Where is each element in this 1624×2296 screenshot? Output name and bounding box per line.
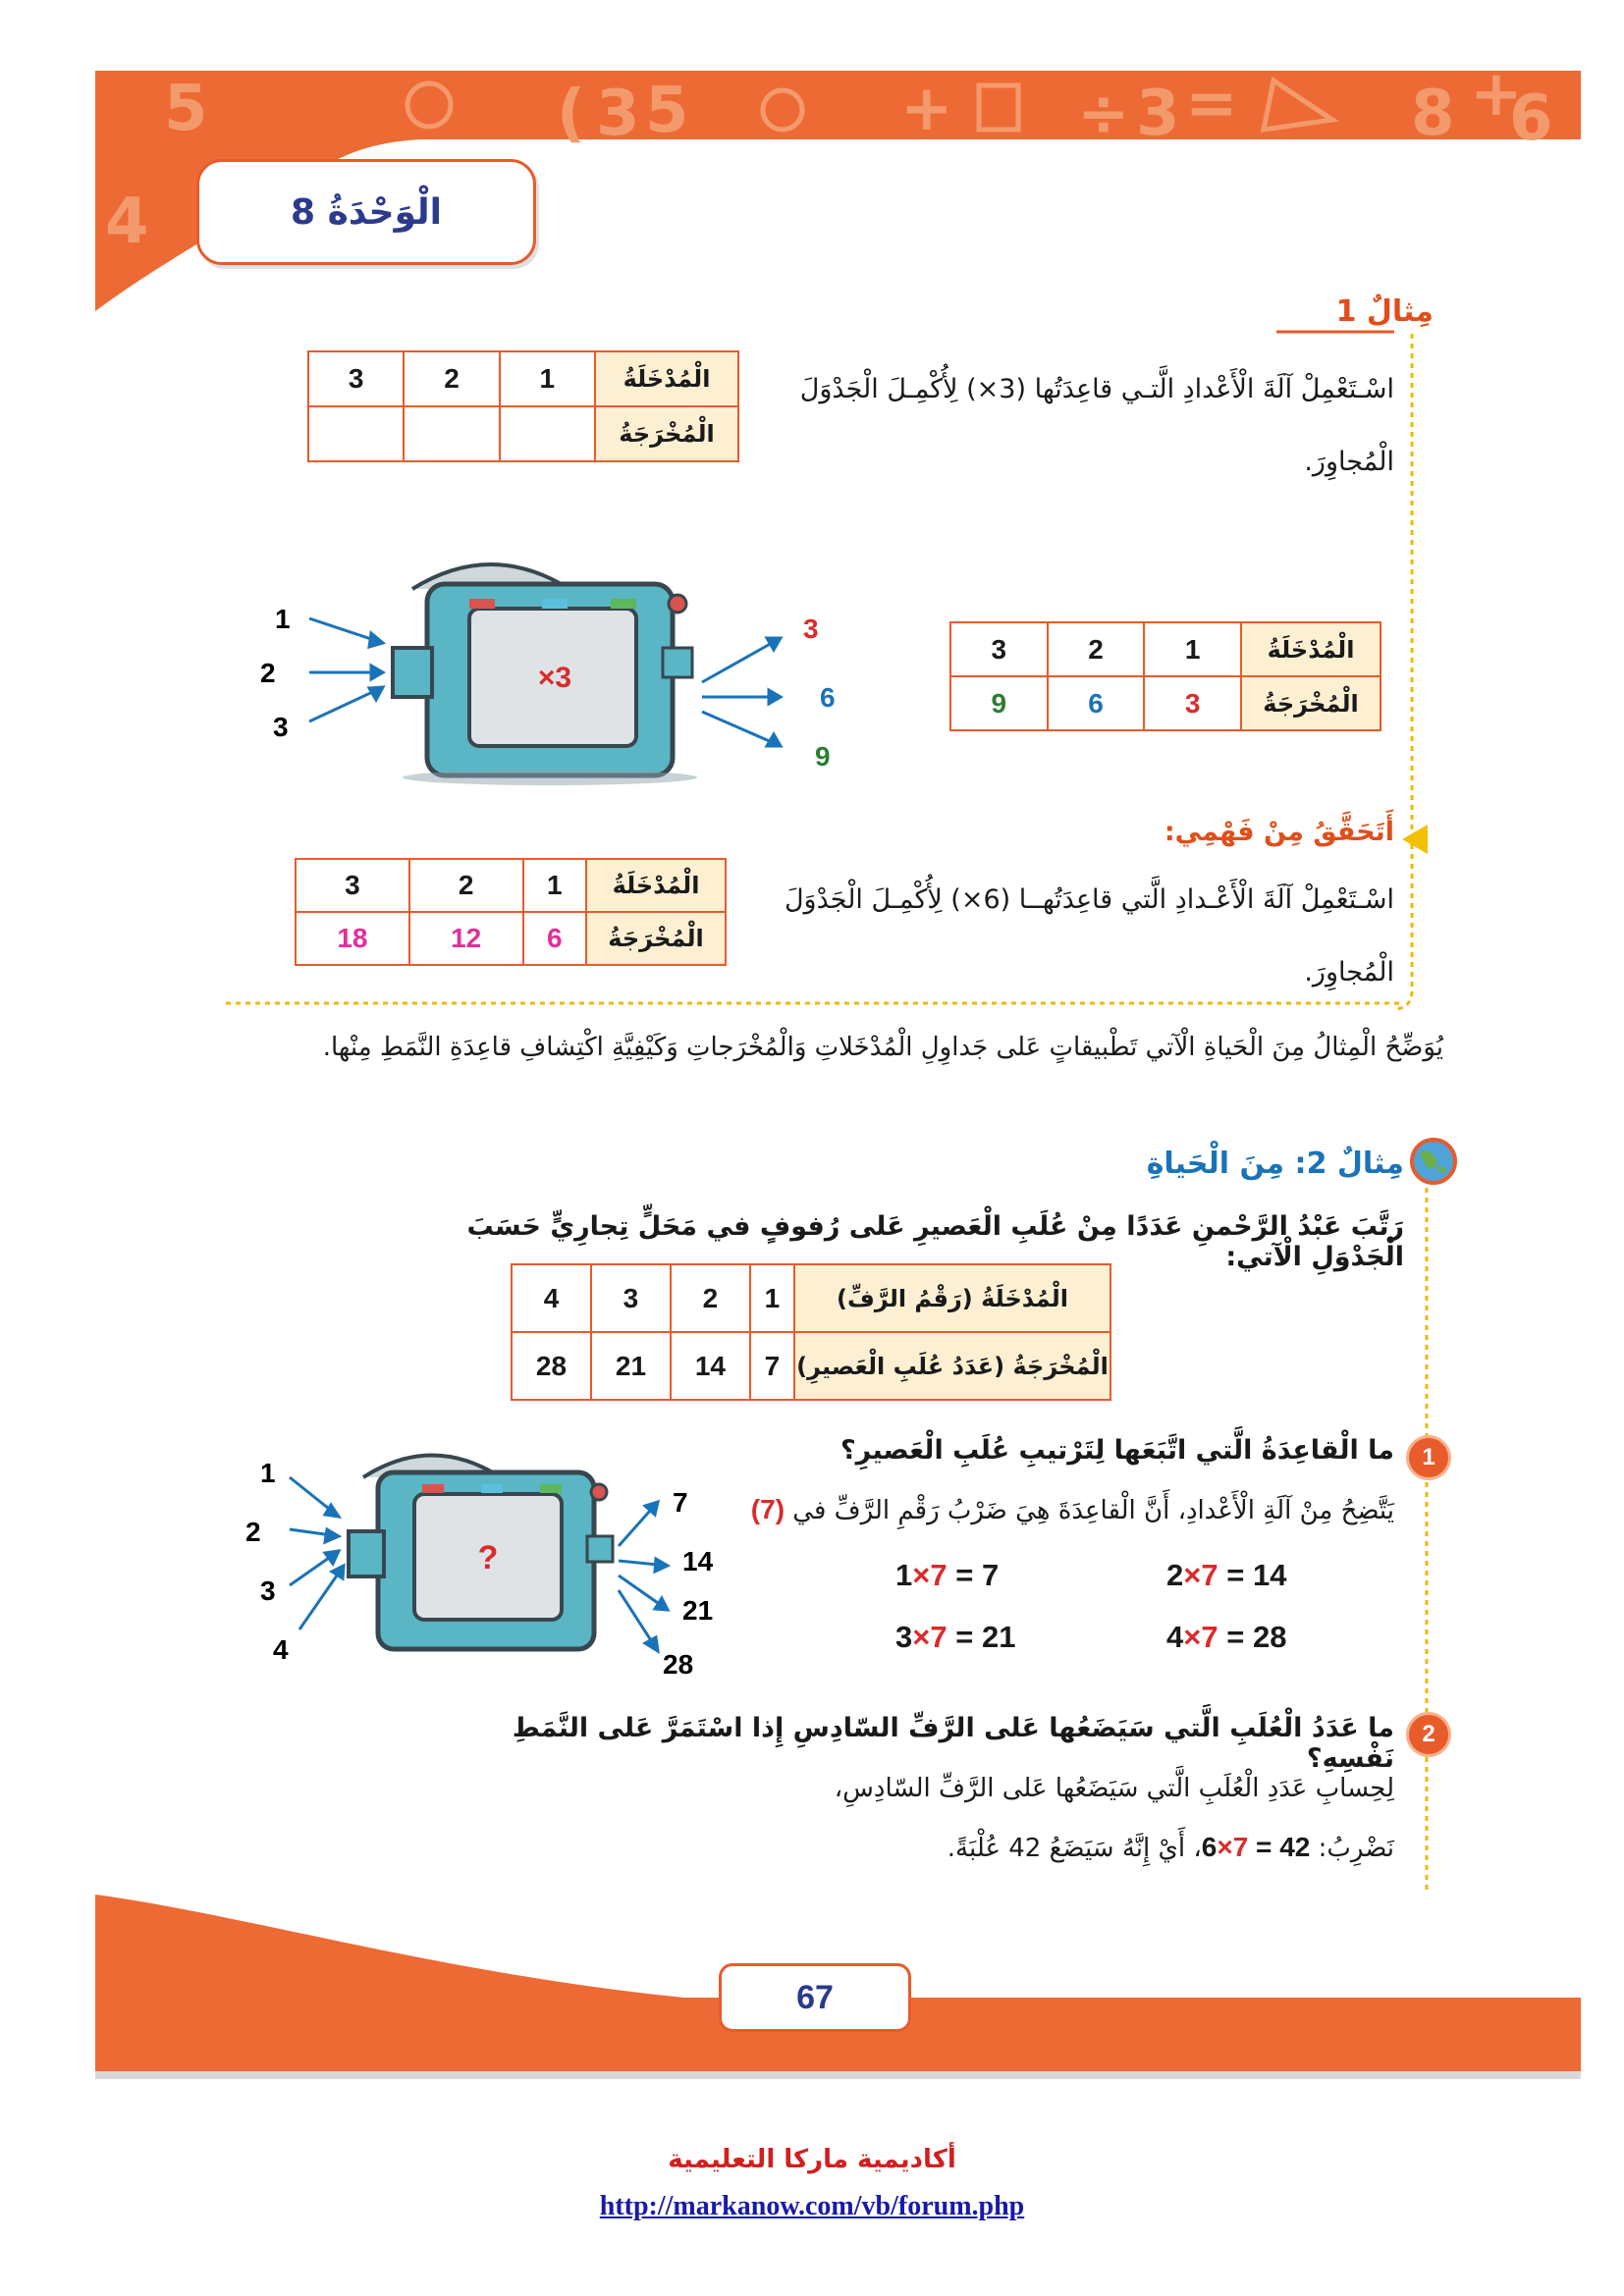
footer-link[interactable]: http://markanow.com/vb/forum.php [599,2191,1025,2221]
machine-1-input: 1 [275,604,291,634]
check-question [736,864,1394,1009]
decor-glyph: + [900,73,953,145]
step-1-question: ما الْقاعِدَةُ الَّتي اتَّبَعَها لِتَرْتيبِ عُلَبِ الْعَصيرِ؟ [839,1435,1394,1466]
table-cell-output: 3 [1144,676,1241,730]
machine-2-output: 28 [663,1649,694,1680]
decor-glyph: 4 [105,186,149,258]
check-title: أَتَحَقَّقُ مِنْ فَهْمِي: [1164,817,1394,847]
intro-sentence: يُوَضِّحُ الْمِثالُ مِنَ الْحَياةِ الْآتي تَطْبيقاتٍ عَلى جَداوِلِ الْمُدْخَلاتِ وَالْمُخْرَجاتِ وَكَيْفِيَّةِ اكْتِشافِ قاعِدَةِ النَّمَطِ مِنْها. [322,1033,1443,1062]
page-number-box [719,1963,911,2032]
machine-2-screen-label: ? [477,1539,499,1576]
table-cell-output: 28 [512,1332,591,1400]
decor-glyph: 3 [1136,78,1180,150]
step-2-question: ما عَدَدُ الْعُلَبِ الَّتي سَيَضَعُها عَلى الرَّفِّ السّادِسِ إِذا اسْتَمَرَّ عَلى النَّمَطِ نَفْسِهِ؟ [512,1713,1394,1774]
machine-2-input: 3 [260,1575,276,1606]
example-1-question [746,353,1394,499]
example-1-blank-table [307,350,739,462]
machine-1-input: 3 [273,712,289,742]
example-2-table [511,1263,1111,1401]
machine-2-output: 7 [673,1487,688,1518]
table-header-output: الْمُخْرَجَةُ [586,912,726,965]
decor-glyph: ÷ [1077,78,1130,150]
step-2-line-2: نَضْرِبُ: 42 = 7×6، أَيْ إِنَّهُ سَيَضَعُ 42 عُلْبَةً. [947,1832,1394,1863]
table-cell-output: 21 [591,1332,671,1400]
example-2-question: رَتَّبَ عَبْدُ الرَّحْمنِ عَدَدًا مِنْ عُلَبِ الْعَصيرِ عَلى رُفوفٍ في مَحَلٍّ تِجارِيٍّ حَسَبَ الْجَدْوَلِ الْآتي: [466,1211,1404,1272]
table-cell-input: 1 [750,1264,794,1332]
table-cell-input: 2 [409,859,523,912]
decor-glyph: ( [557,78,586,150]
table-cell-output: 6 [523,912,586,965]
question-line: الْمُجاوِرَ. [1304,447,1394,477]
machine-2-input: 1 [260,1458,276,1488]
example-2-tag: مِثالٌ 2: مِنَ الْحَياةِ [1146,1147,1404,1181]
step-1-badge: 1 [1406,1435,1451,1480]
decor-glyph: = [1185,71,1238,140]
machine-2-input: 2 [245,1517,261,1547]
table-header-output: الْمُخْرَجَةُ [595,406,738,461]
equation: 1×7 = 7 [895,1558,1000,1592]
decor-glyph: 5 [164,73,208,145]
globe-icon [1406,1134,1465,1193]
table-cell-output: 14 [671,1332,750,1400]
table-header-input: الْمُدْخَلَةُ [586,859,726,912]
equation: 3×7 = 21 [895,1620,1016,1654]
step-2-line-1: لِحِسابِ عَدَدِ الْعُلَبِ الَّتي سَيَضَعُها عَلى الرَّفِّ السّادِسِ، [834,1774,1394,1803]
table-cell-input: 3 [308,351,404,406]
table-cell-input: 1 [1144,622,1241,676]
machine-2-input: 4 [273,1634,289,1665]
table-header-output: الْمُخْرَجَةُ [1241,676,1380,730]
machine-2-output: 14 [682,1546,714,1576]
equation: 4×7 = 28 [1166,1620,1287,1654]
table-cell-output: 18 [296,912,409,965]
machine-1-output: 3 [803,614,819,644]
equation: 2×7 = 14 [1166,1558,1287,1592]
table-cell-input: 3 [591,1264,671,1332]
table-cell-output-empty [404,406,499,461]
machine-1-screen-label: ×3 [537,662,572,694]
footer-academy-name: أكاديمية ماركا التعليمية [668,2145,956,2174]
table-cell-output-empty [308,406,404,461]
table-cell-output: 12 [409,912,523,965]
machine-1-output: 6 [820,682,836,713]
example-1-tag: مِثالٌ 1 [1335,294,1434,329]
number-machine-1 [255,530,844,785]
table-cell-input: 2 [404,351,499,406]
table-header-input: الْمُدْخَلَةُ [1241,622,1380,676]
table-header-input: الْمُدْخَلَةُ (رَقْمُ الرَّفِّ) [794,1264,1110,1332]
example-box-border [1392,334,1432,1011]
example-2-border [1422,1188,1432,1895]
machine-2-output: 21 [682,1595,714,1626]
table-cell-input: 2 [1048,622,1145,676]
check-table [295,858,727,966]
table-cell-input: 1 [523,859,586,912]
question-line: اسْـتَعْمِلْ آلَةَ الْأَعْـدادِ الَّتي قاعِدَتُهــا (6×) لِأُكْمِـلَ الْجَدْوَلَ [784,884,1394,915]
question-line: اسْـتَعْمِلْ آلَةَ الْأَعْدادِ الَّتـي قاعِدَتُها (3×) لِأُكْمِـلَ الْجَدْوَلَ [799,374,1394,404]
decor-glyph: + [1470,71,1523,131]
question-line: الْمُجاوِرَ. [1304,957,1394,988]
machine-1-output: 9 [815,741,831,772]
unit-title: الْوَحْدَةُ 8 [290,191,442,233]
unit-badge [196,159,536,265]
table-cell-output: 9 [950,676,1048,730]
decor-glyph: 5 [645,75,689,147]
table-header-output: الْمُخْرَجَةُ (عَدَدُ عُلَبِ الْعَصيرِ) [794,1332,1110,1400]
table-cell-input: 4 [512,1264,591,1332]
decor-glyph: 3 [596,78,640,150]
table-cell-output: 6 [1048,676,1145,730]
page-number: 67 [796,1978,834,2016]
table-cell-input: 3 [296,859,409,912]
step-1-answer-value: (7) [750,1494,785,1524]
table-cell-input: 1 [500,351,595,406]
table-header-input: الْمُدْخَلَةُ [595,351,738,406]
step-1-answer-text: يَتَّضِحُ مِنْ آلَةِ الْأَعْدادِ، أَنَّ الْقاعِدَةَ هِيَ ضَرْبُ رَقْمِ الرَّفِّ في [792,1496,1394,1525]
decor-glyph: 8 [1411,78,1455,150]
table-cell-input: 3 [950,622,1048,676]
decor-glyph: 6 [1509,82,1553,155]
check-arrow-icon [1394,820,1434,859]
table-cell-input: 2 [671,1264,750,1332]
table-cell-output-empty [500,406,595,461]
step-2-badge: 2 [1406,1712,1451,1757]
number-machine-2 [245,1423,736,1688]
machine-1-input: 2 [260,658,276,688]
step-1-answer [727,1494,1394,1525]
example-1-answer-table [949,621,1381,731]
table-cell-output: 7 [750,1332,794,1400]
